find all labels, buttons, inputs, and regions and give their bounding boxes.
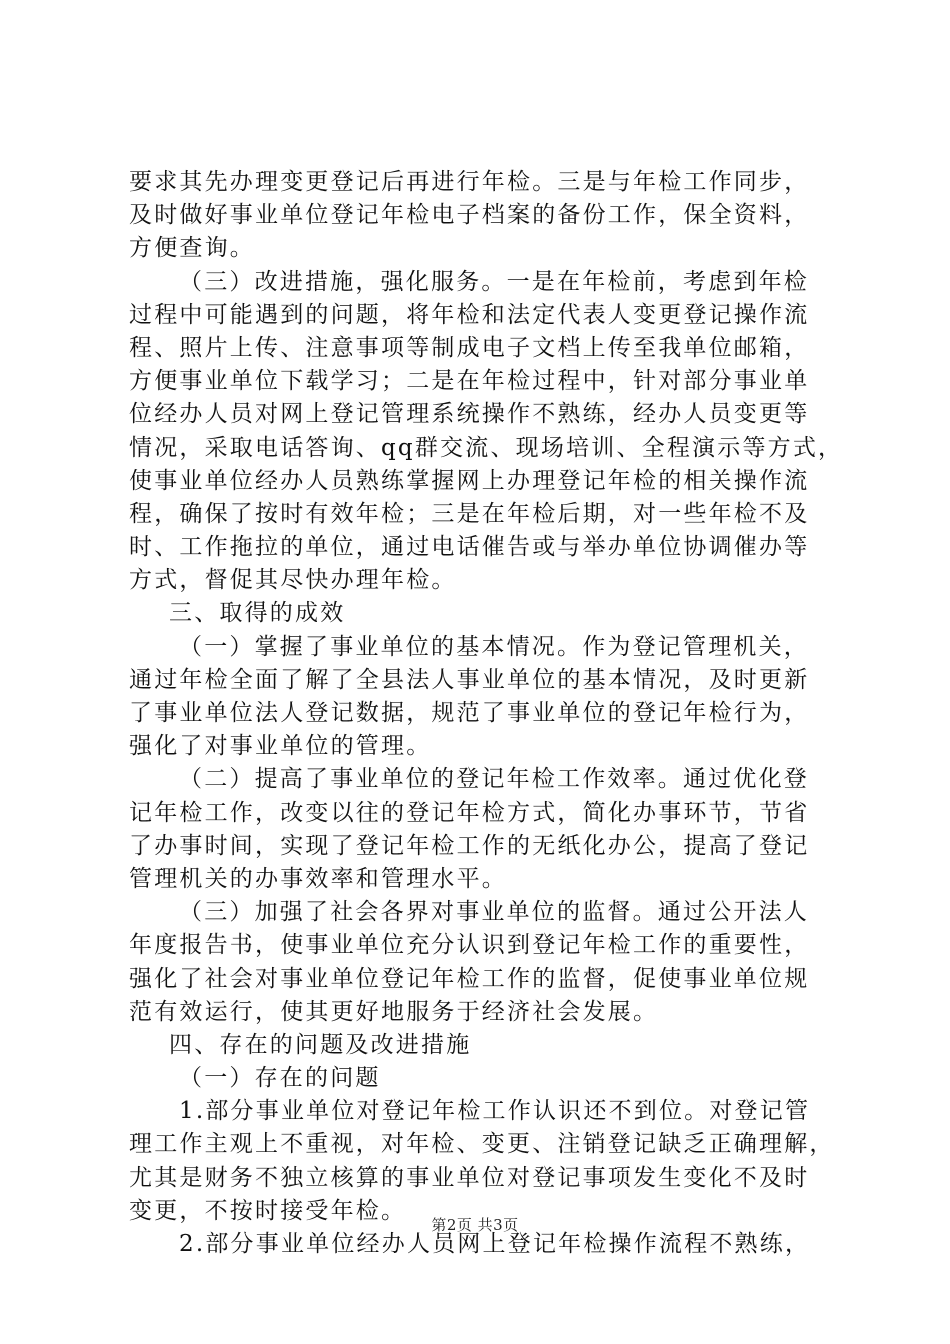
page-footer: 第2页 共3页 — [431, 1216, 519, 1234]
text-line: 记年检工作，改变以往的登记年检方式，简化办事环节，节省 — [129, 799, 810, 826]
text-line: 过程中可能遇到的问题，将年检和法定代表人变更登记操作流 — [129, 301, 810, 328]
text-line: 了事业单位法人登记数据，规范了事业单位的登记年检行为， — [129, 700, 810, 726]
text-line: 方式，督促其尽快办理年检。 — [129, 567, 457, 594]
text-line: （二）提高了事业单位的登记年检工作效率。通过优化登 — [179, 766, 809, 793]
text-line: 范有效运行，使其更好地服务于经济社会发展。 — [129, 998, 659, 1025]
text-line: 情况，采取电话答询、qq群交流、现场培训、全程演示等方式， — [129, 434, 844, 461]
text-line: 位经办人员对网上登记管理系统操作不熟练，经办人员变更等 — [129, 401, 810, 428]
text-line: 程，确保了按时有效年检；三是在年检后期，对一些年检不及 — [129, 500, 810, 527]
text-line: 使事业单位经办人员熟练掌握网上办理登记年检的相关操作流 — [129, 467, 810, 494]
text-line: 2.部分事业单位经办人员网上登记年检操作流程不熟练， — [179, 1231, 811, 1257]
text-line: （一）存在的问题 — [179, 1065, 381, 1092]
text-line: （三）加强了社会各界对事业单位的监督。通过公开法人 — [179, 899, 809, 926]
text-line: 及时做好事业单位登记年检电子档案的备份工作，保全资料， — [129, 202, 810, 229]
text-line: 方便事业单位下载学习；二是在年检过程中，针对部分事业单 — [129, 368, 810, 395]
text-line: （一）掌握了事业单位的基本情况。作为登记管理机关， — [179, 633, 809, 660]
text-line: 程、照片上传、注意事项等制成电子文档上传至我单位邮箱， — [129, 334, 810, 361]
text-line: 强化了社会对事业单位登记年检工作的监督，促使事业单位规 — [129, 965, 810, 992]
text-line: 要求其先办理变更登记后再进行年检。三是与年检工作同步， — [129, 169, 810, 195]
text-line: （三）改进措施，强化服务。一是在年检前，考虑到年检 — [179, 268, 809, 295]
text-line: 年度报告书，使事业单位充分认识到登记年检工作的重要性， — [129, 932, 810, 959]
text-line: 方便查询。 — [129, 235, 255, 262]
text-line: 时、工作拖拉的单位，通过电话催告或与举办单位协调催办等 — [129, 534, 810, 561]
document-body — [129, 166, 849, 1261]
text-line: 通过年检全面了解了全县法人事业单位的基本情况，及时更新 — [129, 666, 810, 693]
text-line: 四、存在的问题及改进措施 — [169, 1031, 472, 1058]
text-line: 尤其是财务不独立核算的事业单位对登记事项发生变化不及时 — [129, 1164, 810, 1191]
text-line: 1.部分事业单位对登记年检工作认识还不到位。对登记管 — [179, 1098, 811, 1125]
text-line: 强化了对事业单位的管理。 — [129, 733, 432, 760]
text-line: 理工作主观上不重视，对年检、变更、注销登记缺乏正确理解， — [129, 1131, 835, 1158]
text-line: 变更，不按时接受年检。 — [129, 1197, 407, 1224]
text-line: 三、取得的成效 — [169, 600, 346, 627]
text-line: 管理机关的办事效率和管理水平。 — [129, 865, 507, 892]
text-line: 了办事时间，实现了登记年检工作的无纸化办公，提高了登记 — [129, 832, 810, 859]
